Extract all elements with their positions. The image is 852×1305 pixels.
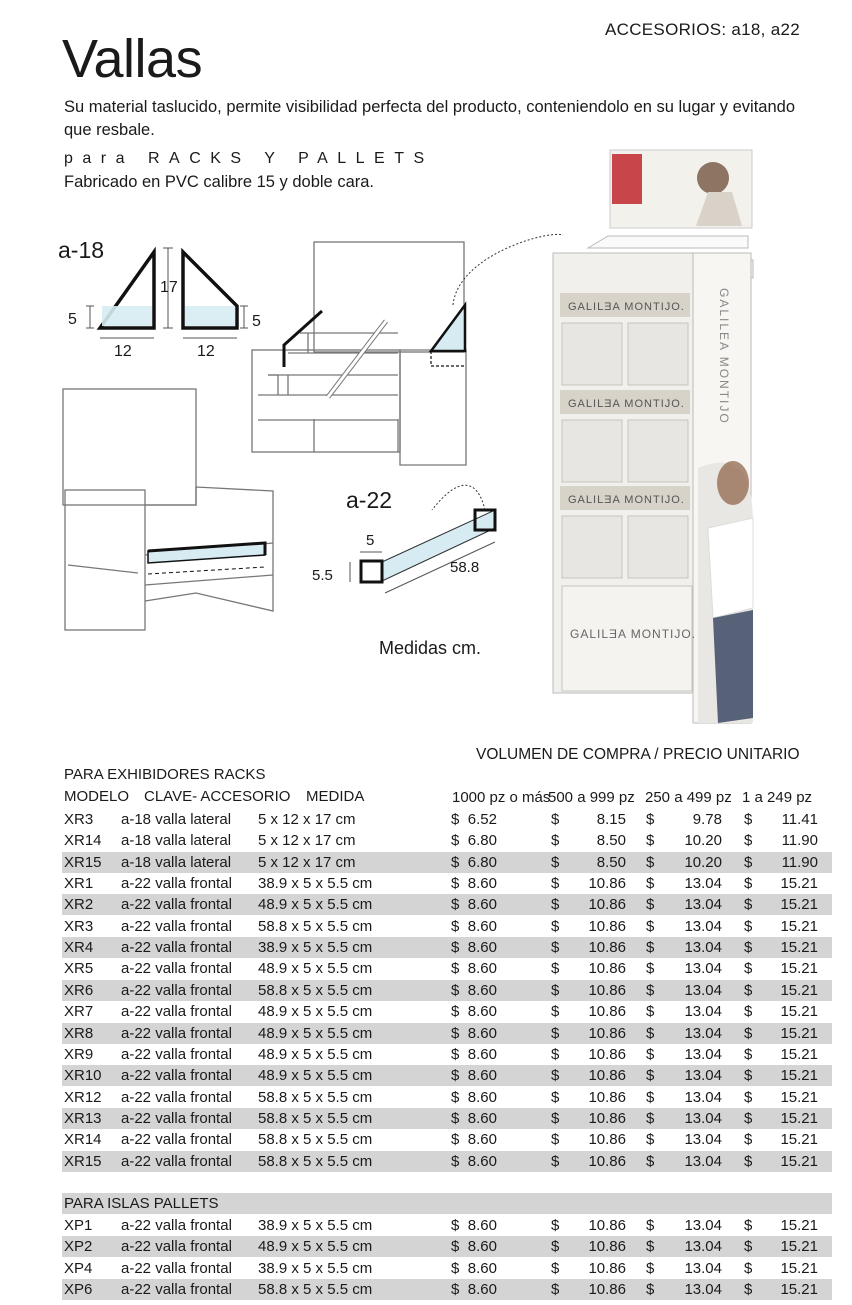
d-cell: $ bbox=[646, 939, 655, 957]
table-row bbox=[62, 873, 832, 894]
table-row bbox=[62, 1087, 832, 1108]
c-model-cell: XR12 bbox=[64, 1088, 102, 1106]
a18-dim-width-right: 12 bbox=[197, 343, 215, 360]
price-cell: 13.04 bbox=[684, 1131, 722, 1149]
price-cell: 8.60 bbox=[467, 1045, 497, 1063]
price-cell: 10.86 bbox=[588, 1281, 626, 1299]
table-row bbox=[62, 894, 832, 915]
price-cell: 15.21 bbox=[780, 1045, 818, 1063]
d-cell: $ bbox=[451, 1045, 460, 1063]
c-clave-cell: a-22 valla frontal bbox=[121, 1217, 232, 1234]
c-medida-cell: 48.9 x 5 x 5.5 cm bbox=[258, 1045, 373, 1063]
c-medida-cell: 58.8 x 5 x 5.5 cm bbox=[258, 1281, 373, 1299]
c-model-cell: XR15 bbox=[64, 853, 102, 871]
price-cell: 10.86 bbox=[588, 1067, 626, 1085]
d-cell: $ bbox=[646, 875, 655, 893]
price-cell: 8.60 bbox=[467, 1024, 497, 1042]
price-cell: 13.04 bbox=[684, 1217, 722, 1234]
d-cell: $ bbox=[646, 1003, 655, 1021]
d-cell: $ bbox=[646, 1109, 655, 1127]
c-clave-cell: a-22 valla frontal bbox=[121, 1281, 232, 1299]
d-cell: $ bbox=[451, 811, 460, 828]
price-cell: 15.21 bbox=[780, 1109, 818, 1127]
a18-dim-width-left: 12 bbox=[114, 343, 132, 360]
price-cell: 10.86 bbox=[588, 1024, 626, 1042]
d-cell: $ bbox=[551, 896, 560, 914]
d-cell: $ bbox=[551, 1281, 560, 1299]
c-medida-cell: 58.8 x 5 x 5.5 cm bbox=[258, 981, 373, 999]
d-cell: $ bbox=[551, 1045, 560, 1063]
c-medida-cell: 48.9 x 5 x 5.5 cm bbox=[258, 1067, 373, 1085]
price-cell: 10.86 bbox=[588, 960, 626, 978]
c-medida-cell: 48.9 x 5 x 5.5 cm bbox=[258, 1238, 373, 1256]
c-clave-cell: a-22 valla frontal bbox=[121, 1024, 232, 1042]
table-row bbox=[62, 958, 832, 979]
rack-sketch bbox=[248, 225, 568, 470]
d-cell: $ bbox=[646, 1259, 655, 1277]
price-cell: 13.04 bbox=[684, 1003, 722, 1021]
d-cell: $ bbox=[646, 1131, 655, 1149]
d-cell: $ bbox=[551, 1109, 560, 1127]
price-cell: 13.04 bbox=[684, 939, 722, 957]
c-clave-cell: a-22 valla frontal bbox=[121, 1131, 232, 1149]
d-cell: $ bbox=[744, 1152, 753, 1170]
d-cell: $ bbox=[646, 1088, 655, 1106]
description: Su material taslucido, permite visibilidad perfecta del producto, conteniendolo en su lugar y evitando que resbale. bbox=[64, 98, 796, 139]
c-clave-cell: a-22 valla frontal bbox=[121, 1238, 232, 1256]
d-cell: $ bbox=[646, 981, 655, 999]
c-medida-cell: 38.9 x 5 x 5.5 cm bbox=[258, 1259, 373, 1277]
price-cell: 9.78 bbox=[692, 811, 722, 828]
price-cell: 15.21 bbox=[780, 981, 818, 999]
price-cell: 10.86 bbox=[588, 875, 626, 893]
d-cell: $ bbox=[451, 917, 460, 935]
table-row bbox=[62, 1279, 832, 1300]
d-cell: $ bbox=[551, 1238, 560, 1256]
section-racks: PARA EXHIBIDORES RACKS bbox=[64, 766, 266, 783]
col-modelo: MODELO bbox=[64, 788, 130, 805]
d-cell: $ bbox=[451, 1152, 460, 1170]
d-cell: $ bbox=[646, 811, 655, 828]
d-cell: $ bbox=[646, 1152, 655, 1170]
price-cell: 10.86 bbox=[588, 981, 626, 999]
d-cell: $ bbox=[744, 1281, 753, 1299]
price-cell: 10.86 bbox=[588, 896, 626, 914]
table-row bbox=[62, 1215, 832, 1236]
c-model-cell: XR8 bbox=[64, 1024, 94, 1042]
price-cell: 15.21 bbox=[780, 1238, 818, 1256]
c-model-cell: XR5 bbox=[64, 960, 94, 978]
d-cell: $ bbox=[744, 1003, 753, 1021]
c-medida-cell: 48.9 x 5 x 5.5 cm bbox=[258, 960, 373, 978]
c-medida-cell: 58.8 x 5 x 5.5 cm bbox=[258, 1152, 373, 1170]
d-cell: $ bbox=[646, 1045, 655, 1063]
col-medida: MEDIDA bbox=[306, 788, 365, 805]
table-row bbox=[62, 916, 832, 937]
c-model-cell: XR6 bbox=[64, 981, 94, 999]
table-row bbox=[62, 1044, 832, 1065]
price-cell: 15.21 bbox=[780, 960, 818, 978]
d-cell: $ bbox=[451, 1238, 460, 1256]
d-cell: $ bbox=[646, 1067, 655, 1085]
price-cell: 10.86 bbox=[588, 939, 626, 957]
d-cell: $ bbox=[551, 1217, 560, 1234]
table-row bbox=[62, 809, 832, 830]
d-cell: $ bbox=[451, 1109, 460, 1127]
d-cell: $ bbox=[744, 875, 753, 893]
tier-250: 250 a 499 pz bbox=[645, 789, 732, 806]
d-cell: $ bbox=[451, 875, 460, 893]
c-clave-cell: a-22 valla frontal bbox=[121, 981, 232, 999]
price-cell: 8.50 bbox=[596, 853, 626, 871]
c-model-cell: XP6 bbox=[64, 1281, 93, 1299]
d-cell: $ bbox=[451, 1067, 460, 1085]
table-row bbox=[62, 1065, 832, 1086]
price-cell: 8.60 bbox=[467, 875, 497, 893]
c-clave-cell: a-22 valla frontal bbox=[121, 1067, 232, 1085]
a22-dim-top: 5 bbox=[366, 532, 375, 549]
d-cell: $ bbox=[744, 981, 753, 999]
c-medida-cell: 48.9 x 5 x 5.5 cm bbox=[258, 1003, 373, 1021]
price-cell: 8.60 bbox=[467, 1152, 497, 1170]
d-cell: $ bbox=[551, 1259, 560, 1277]
price-cell: 11.90 bbox=[781, 832, 818, 850]
d-cell: $ bbox=[451, 896, 460, 914]
c-model-cell: XR3 bbox=[64, 811, 94, 828]
price-cell: 15.21 bbox=[780, 917, 818, 935]
c-medida-cell: 38.9 x 5 x 5.5 cm bbox=[258, 875, 373, 893]
d-cell: $ bbox=[551, 939, 560, 957]
price-cell: 8.60 bbox=[467, 1067, 497, 1085]
a18-dim-lip-right: 5 bbox=[252, 313, 261, 330]
d-cell: $ bbox=[744, 939, 753, 957]
price-cell: 10.86 bbox=[588, 1088, 626, 1106]
c-model-cell: XR2 bbox=[64, 896, 94, 914]
price-cell: 13.04 bbox=[684, 1259, 722, 1277]
subtitle: para RACKS Y PALLETS bbox=[64, 150, 434, 167]
d-cell: $ bbox=[451, 1281, 460, 1299]
a18-label: a-18 bbox=[58, 237, 105, 263]
price-cell: 13.04 bbox=[684, 1067, 722, 1085]
c-medida-cell: 58.8 x 5 x 5.5 cm bbox=[258, 917, 373, 935]
a18-diagram bbox=[50, 228, 280, 368]
display-stand-photo bbox=[548, 148, 758, 728]
price-cell: 15.21 bbox=[780, 1024, 818, 1042]
d-cell: $ bbox=[451, 981, 460, 999]
c-clave-cell: a-22 valla frontal bbox=[121, 1259, 232, 1277]
d-cell: $ bbox=[551, 1152, 560, 1170]
d-cell: $ bbox=[744, 1259, 753, 1277]
table-row bbox=[62, 980, 832, 1001]
price-cell: 8.60 bbox=[467, 981, 497, 999]
table-row bbox=[62, 1258, 832, 1279]
price-cell: 13.04 bbox=[684, 1281, 722, 1299]
d-cell: $ bbox=[451, 1088, 460, 1106]
price-cell: 6.80 bbox=[467, 853, 497, 871]
price-cell: 8.50 bbox=[596, 832, 626, 850]
c-model-cell: XR10 bbox=[64, 1067, 102, 1085]
price-cell: 13.04 bbox=[684, 960, 722, 978]
d-cell: $ bbox=[744, 1109, 753, 1127]
a22-dim-length: 58.8 bbox=[450, 559, 480, 576]
c-clave-cell: a-22 valla frontal bbox=[121, 1109, 232, 1127]
c-clave-cell: a-22 valla frontal bbox=[121, 917, 232, 935]
d-cell: $ bbox=[551, 1088, 560, 1106]
table-row bbox=[62, 1129, 832, 1150]
tier-1000: 1000 pz o más bbox=[452, 789, 551, 806]
price-cell: 10.86 bbox=[588, 1131, 626, 1149]
table-row bbox=[62, 1151, 832, 1172]
c-medida-cell: 58.8 x 5 x 5.5 cm bbox=[258, 1088, 373, 1106]
table-row bbox=[62, 1001, 832, 1022]
section-pallets: PARA ISLAS PALLETS bbox=[64, 1195, 219, 1212]
c-medida-cell: 38.9 x 5 x 5.5 cm bbox=[258, 939, 373, 957]
a18-dim-lip-left: 5 bbox=[68, 311, 77, 328]
price-cell: 10.86 bbox=[588, 1045, 626, 1063]
price-cell: 10.86 bbox=[588, 917, 626, 935]
table-row bbox=[62, 852, 832, 873]
c-clave-cell: a-22 valla frontal bbox=[121, 1152, 232, 1170]
c-medida-cell: 58.8 x 5 x 5.5 cm bbox=[258, 1131, 373, 1149]
price-cell: 15.21 bbox=[780, 1281, 818, 1299]
stand-bottom-brand: GALILƎA MONTIJO. bbox=[570, 627, 697, 641]
price-cell: 10.86 bbox=[588, 1238, 626, 1256]
price-cell: 8.60 bbox=[467, 1238, 497, 1256]
c-model-cell: XP4 bbox=[64, 1259, 93, 1277]
price-cell: 6.52 bbox=[467, 811, 497, 828]
c-medida-cell: 5 x 12 x 17 cm bbox=[258, 832, 356, 850]
c-clave-cell: a-22 valla frontal bbox=[121, 896, 232, 914]
d-cell: $ bbox=[451, 1003, 460, 1021]
price-cell: 15.21 bbox=[780, 1067, 818, 1085]
c-medida-cell: 5 x 12 x 17 cm bbox=[258, 811, 356, 828]
a18-dim-height: 17 bbox=[160, 279, 178, 296]
d-cell: $ bbox=[646, 896, 655, 914]
volume-header: VOLUMEN DE COMPRA / PRECIO UNITARIO bbox=[476, 746, 800, 763]
price-cell: 10.86 bbox=[588, 1003, 626, 1021]
price-cell: 10.86 bbox=[588, 1109, 626, 1127]
price-cell: 11.41 bbox=[781, 811, 818, 828]
pallet-sketch bbox=[58, 385, 283, 635]
price-cell: 10.20 bbox=[684, 832, 722, 850]
d-cell: $ bbox=[744, 1238, 753, 1256]
price-cell: 10.86 bbox=[588, 1152, 626, 1170]
c-model-cell: XR1 bbox=[64, 875, 94, 893]
table-row bbox=[62, 937, 832, 958]
price-cell: 13.04 bbox=[684, 875, 722, 893]
price-cell: 13.04 bbox=[684, 1109, 722, 1127]
d-cell: $ bbox=[744, 917, 753, 935]
price-cell: 6.80 bbox=[467, 832, 497, 850]
section-pallets-row bbox=[62, 1193, 832, 1214]
price-cell: 8.60 bbox=[467, 1088, 497, 1106]
c-clave-cell: a-22 valla frontal bbox=[121, 1045, 232, 1063]
c-clave-cell: a-22 valla frontal bbox=[121, 960, 232, 978]
price-cell: 15.21 bbox=[780, 1259, 818, 1277]
c-model-cell: XR3 bbox=[64, 917, 94, 935]
d-cell: $ bbox=[744, 960, 753, 978]
price-cell: 8.60 bbox=[467, 917, 497, 935]
d-cell: $ bbox=[551, 811, 560, 828]
table-row bbox=[62, 830, 832, 851]
price-cell: 10.86 bbox=[588, 1217, 626, 1234]
d-cell: $ bbox=[744, 896, 753, 914]
price-cell: 13.04 bbox=[684, 917, 722, 935]
c-model-cell: XR15 bbox=[64, 1152, 102, 1170]
price-cell: 13.04 bbox=[684, 1088, 722, 1106]
c-medida-cell: 38.9 x 5 x 5.5 cm bbox=[258, 1217, 373, 1234]
tier-1: 1 a 249 pz bbox=[742, 789, 813, 806]
c-model-cell: XP1 bbox=[64, 1217, 93, 1234]
c-medida-cell: 58.8 x 5 x 5.5 cm bbox=[258, 1109, 373, 1127]
price-cell: 15.21 bbox=[780, 1152, 818, 1170]
d-cell: $ bbox=[744, 1045, 753, 1063]
d-cell: $ bbox=[551, 1024, 560, 1042]
price-cell: 8.15 bbox=[596, 811, 626, 828]
material-note: Fabricado en PVC calibre 15 y doble cara. bbox=[64, 173, 375, 191]
d-cell: $ bbox=[744, 853, 753, 871]
price-cell: 15.21 bbox=[780, 1217, 818, 1234]
price-cell: 8.60 bbox=[467, 1109, 497, 1127]
tier-500: 500 a 999 pz bbox=[548, 789, 635, 806]
d-cell: $ bbox=[451, 1024, 460, 1042]
price-cell: 15.21 bbox=[780, 1003, 818, 1021]
d-cell: $ bbox=[451, 1131, 460, 1149]
price-cell: 10.20 bbox=[684, 853, 722, 871]
c-clave-cell: a-22 valla frontal bbox=[121, 1088, 232, 1106]
price-cell: 15.21 bbox=[780, 1131, 818, 1149]
price-cell: 13.04 bbox=[684, 981, 722, 999]
d-cell: $ bbox=[744, 832, 753, 850]
c-clave-cell: a-22 valla frontal bbox=[121, 875, 232, 893]
d-cell: $ bbox=[744, 811, 753, 828]
price-cell: 8.60 bbox=[467, 1131, 497, 1149]
price-cell: 13.04 bbox=[684, 1238, 722, 1256]
price-cell: 8.60 bbox=[467, 1259, 497, 1277]
price-cell: 13.04 bbox=[684, 1045, 722, 1063]
price-cell: 15.21 bbox=[780, 896, 818, 914]
price-cell: 13.04 bbox=[684, 1152, 722, 1170]
price-cell: 13.04 bbox=[684, 1024, 722, 1042]
d-cell: $ bbox=[451, 832, 460, 850]
table-row bbox=[62, 1236, 832, 1257]
d-cell: $ bbox=[551, 960, 560, 978]
price-cell: 10.86 bbox=[588, 1259, 626, 1277]
c-model-cell: XR9 bbox=[64, 1045, 94, 1063]
table-row bbox=[62, 1108, 832, 1129]
d-cell: $ bbox=[451, 853, 460, 871]
c-model-cell: XR7 bbox=[64, 1003, 94, 1021]
d-cell: $ bbox=[744, 1217, 753, 1234]
d-cell: $ bbox=[551, 875, 560, 893]
c-clave-cell: a-18 valla lateral bbox=[121, 811, 232, 828]
price-cell: 8.60 bbox=[467, 1217, 497, 1234]
d-cell: $ bbox=[551, 917, 560, 935]
price-cell: 8.60 bbox=[467, 939, 497, 957]
d-cell: $ bbox=[551, 1131, 560, 1149]
d-cell: $ bbox=[551, 1003, 560, 1021]
table-row bbox=[62, 1023, 832, 1044]
c-model-cell: XR13 bbox=[64, 1109, 102, 1127]
d-cell: $ bbox=[744, 1088, 753, 1106]
col-clave: CLAVE- ACCESORIO bbox=[144, 788, 291, 805]
measurements-note: Medidas cm. bbox=[379, 638, 482, 658]
d-cell: $ bbox=[451, 1217, 460, 1234]
d-cell: $ bbox=[744, 1024, 753, 1042]
price-cell: 8.60 bbox=[467, 1003, 497, 1021]
price-cell: 15.21 bbox=[780, 1088, 818, 1106]
stand-header-3: GALILƎA MONTIJO. bbox=[568, 494, 685, 506]
accessories-label: ACCESORIOS: a18, a22 bbox=[605, 20, 800, 39]
c-model-cell: XP2 bbox=[64, 1238, 93, 1256]
d-cell: $ bbox=[744, 1131, 753, 1149]
d-cell: $ bbox=[551, 853, 560, 871]
c-medida-cell: 48.9 x 5 x 5.5 cm bbox=[258, 1024, 373, 1042]
stand-side-brand: GALILEA MONTIJO bbox=[717, 288, 731, 425]
d-cell: $ bbox=[451, 1259, 460, 1277]
c-model-cell: XR14 bbox=[64, 1131, 102, 1149]
page-title: Vallas bbox=[62, 29, 203, 89]
d-cell: $ bbox=[551, 981, 560, 999]
c-model-cell: XR4 bbox=[64, 939, 94, 957]
d-cell: $ bbox=[646, 960, 655, 978]
price-cell: 8.60 bbox=[467, 960, 497, 978]
price-cell: 8.60 bbox=[467, 1281, 497, 1299]
d-cell: $ bbox=[451, 960, 460, 978]
d-cell: $ bbox=[646, 832, 655, 850]
price-cell: 11.90 bbox=[781, 853, 818, 871]
c-clave-cell: a-18 valla lateral bbox=[121, 832, 232, 850]
d-cell: $ bbox=[646, 1217, 655, 1234]
d-cell: $ bbox=[646, 1024, 655, 1042]
c-clave-cell: a-22 valla frontal bbox=[121, 939, 232, 957]
price-cell: 8.60 bbox=[467, 896, 497, 914]
d-cell: $ bbox=[646, 917, 655, 935]
d-cell: $ bbox=[646, 1238, 655, 1256]
a22-label: a-22 bbox=[346, 487, 393, 513]
c-model-cell: XR14 bbox=[64, 832, 102, 850]
price-cell: 15.21 bbox=[780, 875, 818, 893]
d-cell: $ bbox=[646, 853, 655, 871]
d-cell: $ bbox=[646, 1281, 655, 1299]
c-clave-cell: a-22 valla frontal bbox=[121, 1003, 232, 1021]
d-cell: $ bbox=[551, 1067, 560, 1085]
stand-header-2: GALILƎA MONTIJO. bbox=[568, 398, 685, 410]
c-medida-cell: 48.9 x 5 x 5.5 cm bbox=[258, 896, 373, 914]
price-cell: 13.04 bbox=[684, 896, 722, 914]
c-clave-cell: a-18 valla lateral bbox=[121, 853, 232, 871]
a22-dim-side: 5.5 bbox=[312, 567, 333, 584]
stand-header-1: GALILƎA MONTIJO. bbox=[568, 301, 685, 313]
price-cell: 15.21 bbox=[780, 939, 818, 957]
a22-diagram bbox=[300, 480, 540, 610]
d-cell: $ bbox=[451, 939, 460, 957]
c-medida-cell: 5 x 12 x 17 cm bbox=[258, 853, 356, 871]
d-cell: $ bbox=[551, 832, 560, 850]
d-cell: $ bbox=[744, 1067, 753, 1085]
